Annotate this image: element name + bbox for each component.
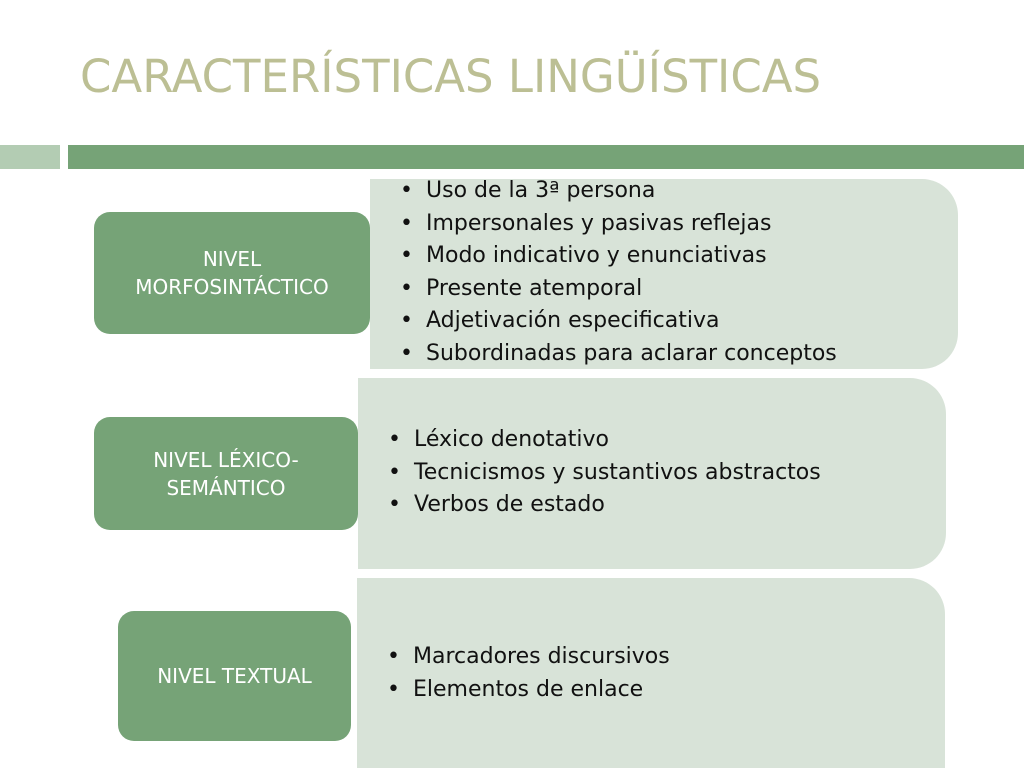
label-line: NIVEL TEXTUAL bbox=[157, 664, 312, 688]
label-line: SEMÁNTICO bbox=[166, 475, 286, 500]
list-item: • Adjetivación especificativa bbox=[394, 305, 837, 338]
label-line: MORFOSINTÁCTICO bbox=[135, 275, 329, 299]
decorative-bar-right bbox=[68, 145, 1024, 169]
list-item: • Elementos de enlace bbox=[381, 674, 670, 707]
label-nivel-lexico-semantico bbox=[94, 417, 358, 530]
list-item: • Impersonales y pasivas reflejas bbox=[394, 208, 837, 241]
slide-title: CARACTERÍSTICAS LINGÜÍSTICAS bbox=[80, 50, 822, 103]
label-nivel-textual bbox=[118, 611, 351, 741]
list-item: • Léxico denotativo bbox=[382, 424, 821, 457]
list-lexico-semantico bbox=[382, 424, 821, 522]
list-item: • Marcadores discursivos bbox=[381, 641, 670, 674]
list-item: • Uso de la 3ª persona bbox=[394, 175, 837, 208]
list-item: • Presente atemporal bbox=[394, 273, 837, 306]
list-item: • Tecnicismos y sustantivos abstractos bbox=[382, 457, 821, 490]
label-line: NIVEL bbox=[202, 247, 262, 271]
list-item: • Verbos de estado bbox=[382, 489, 821, 522]
label-nivel-morfosintactico bbox=[94, 212, 370, 334]
list-item: • Subordinadas para aclarar conceptos bbox=[394, 338, 837, 371]
decorative-bar-left bbox=[0, 145, 60, 169]
list-item: • Modo indicativo y enunciativas bbox=[394, 240, 837, 273]
label-line: NIVEL LÉXICO- bbox=[153, 447, 299, 472]
list-morfosintactico bbox=[394, 175, 837, 370]
list-textual bbox=[381, 641, 670, 706]
